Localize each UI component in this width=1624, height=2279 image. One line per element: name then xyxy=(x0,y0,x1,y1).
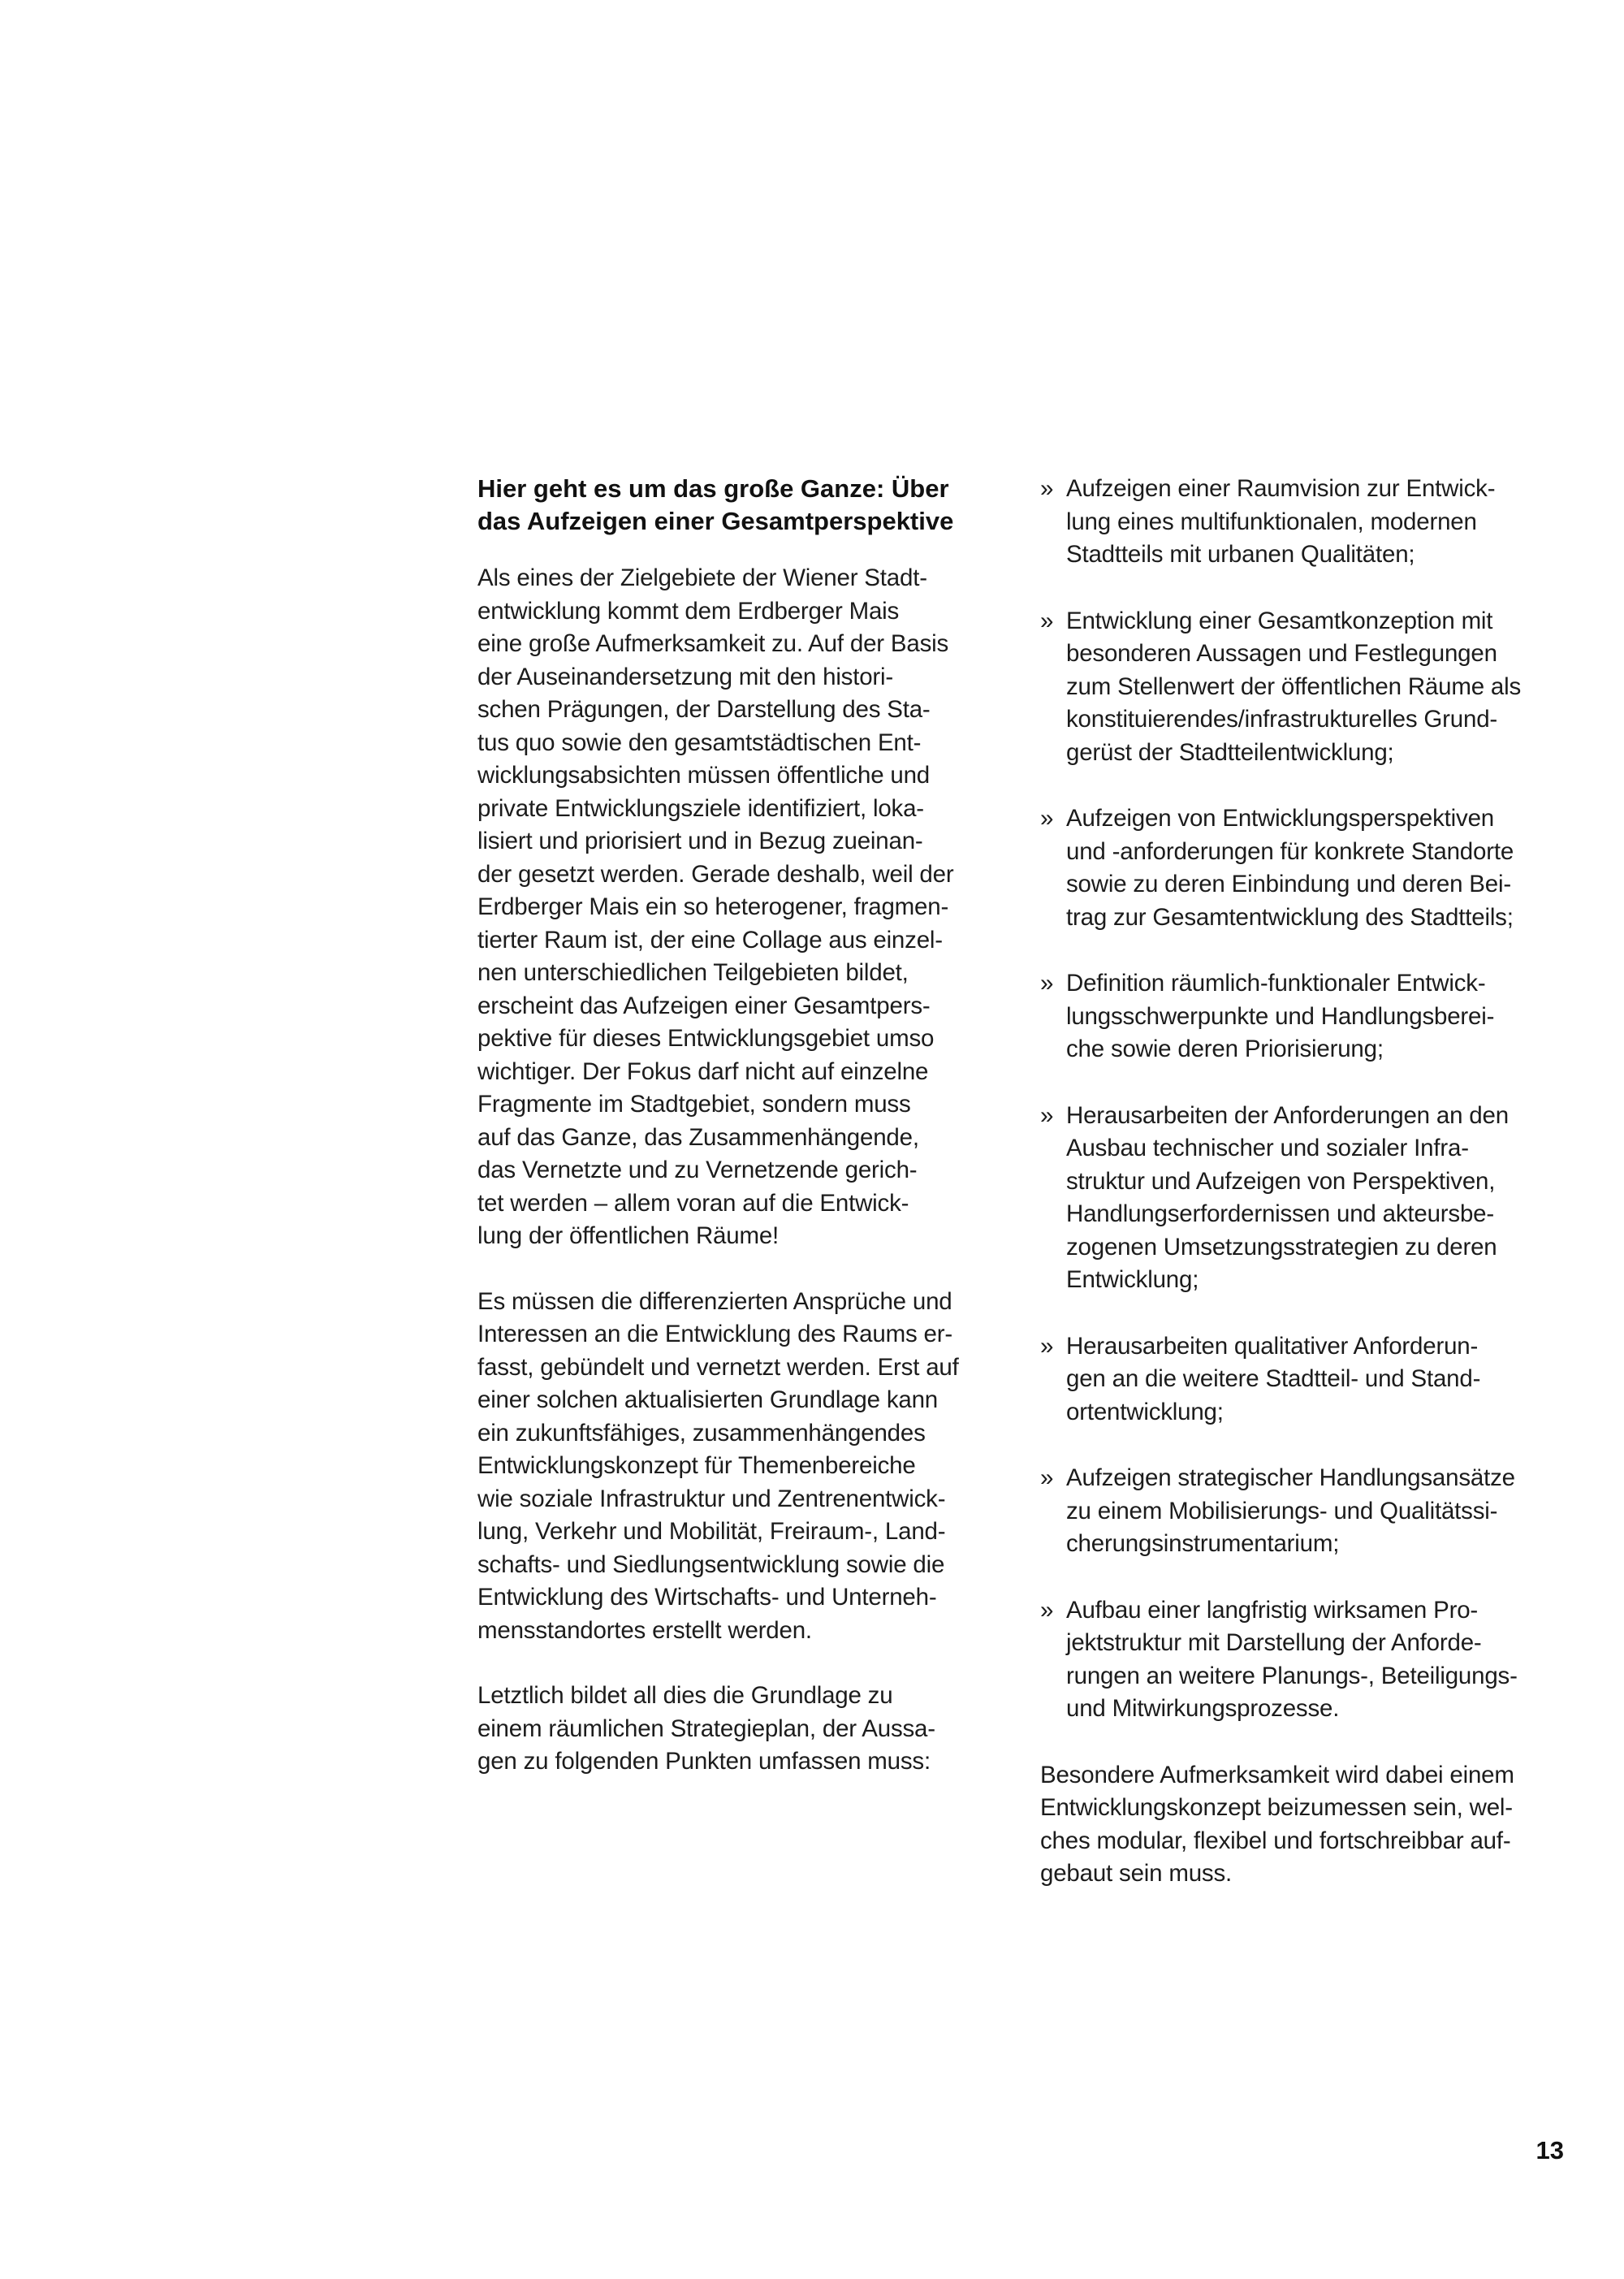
list-item xyxy=(1040,473,1568,572)
strategy-points-list xyxy=(1040,473,1568,1726)
right-column xyxy=(1040,473,1568,1891)
paragraph-strategy-plan: Letztlich bildet all dies die Grundlage zu einem räumlichen Strategieplan, der Aussa- gen zu folgenden Punkten umfassen muss: xyxy=(477,1682,935,1775)
bullet-glyph: » xyxy=(1040,1596,1054,1624)
bullet-glyph: » xyxy=(1040,970,1054,997)
list-item-text: Definition räumlich-funktionaler Entwick- lungsschwerpunkte und Handlungsberei- che sowie deren Priorisierung; xyxy=(1066,970,1495,1062)
list-item-text: Herausarbeiten qualitativer Anforderun- gen an die weitere Stadtteil- und Stand- ortentwicklung; xyxy=(1066,1332,1481,1425)
list-item xyxy=(1040,967,1568,1066)
paragraph-intro: Als eines der Zielgebiete der Wiener Stadt- entwicklung kommt dem Erdberger Mais eine große Aufmerksamkeit zu. Auf der Basis der Auseinandersetzung mit den histori- schen Prägungen, der Darstellung des Sta- tus quo sowie den gesamtstädtischen Ent- wicklungsabsichten müssen öffentliche und private Entwicklungsziele identifiziert, loka- lisiert und priorisiert und in Bezug zueinan- der gesetzt werden. Gerade deshalb, weil der Erdberger Mais ein so heterogener, fragmen- tierter Raum ist, der eine Collage aus einzel- nen unterschiedlichen Teilgebieten bildet, erscheint das Aufzeigen einer Gesamtpers- pektive für dieses Entwicklungsgebiet umso wichtiger. Der Fokus darf nicht auf einzelne Fragmente im Stadtgebiet, sondern muss auf das Ganze, das Zusammenhängende, das Vernetzte und zu Vernetzende gerich- tet werden – allem voran auf die Entwick- lung der öffentlichen Räume! xyxy=(477,564,954,1249)
list-item-text: Aufzeigen von Entwicklungsperspektiven und -anforderungen für konkrete Standorte sowie zu deren Einbindung und deren Bei- trag zur Gesamtentwicklung des Stadtteils; xyxy=(1066,805,1514,931)
bullet-glyph: » xyxy=(1040,475,1054,502)
list-item xyxy=(1040,1462,1568,1561)
closing-paragraph: Besondere Aufmerksamkeit wird dabei einem Entwicklungskonzept beizumessen sein, wel- ches modular, flexibel und fortschreibbar auf- gebaut sein muss. xyxy=(1040,1761,1514,1887)
bullet-glyph: » xyxy=(1040,1464,1054,1491)
list-item xyxy=(1040,1100,1568,1297)
list-item-text: Aufzeigen strategischer Handlungsansätze zu einem Mobilisierungs- und Qualitätssi- cherungsinstrumentarium; xyxy=(1066,1464,1515,1557)
bullet-glyph: » xyxy=(1040,1332,1054,1360)
bullet-glyph: » xyxy=(1040,805,1054,832)
list-item-text: Entwicklung einer Gesamtkonzeption mit besonderen Aussagen und Festlegungen zum Stellenwert der öffentlichen Räume als konstituierendes/infrastrukturelles Grund- gerüst der Stadtteilentwicklung; xyxy=(1066,607,1522,766)
paragraph-requirements: Es müssen die differenzierten Ansprüche und Interessen an die Entwicklung des Raums er- fasst, gebündelt und vernetzt werden. Erst auf einer solchen aktualisierten Grundlage kann ein zukunftsfähiges, zusammenhängendes Entwicklungskonzept für Themenbereiche wie soziale Infrastruktur und Zentrenentwick- lung, Verkehr und Mobilität, Freiraum-, Land- schafts- und Siedlungsentwicklung sowie die Entwicklung des Wirtschafts- und Unterneh- mensstandortes erstellt werden. xyxy=(477,1287,959,1644)
list-item xyxy=(1040,1594,1568,1726)
list-item-text: Aufzeigen einer Raumvision zur Entwick- lung eines multifunktionalen, modernen Stadtteils mit urbanen Qualitäten; xyxy=(1066,475,1496,568)
section-heading: Hier geht es um das große Ganze: Über das Aufzeigen einer Gesamtperspektive xyxy=(477,474,954,535)
left-column xyxy=(477,473,1005,1779)
list-item xyxy=(1040,605,1568,770)
bullet-glyph: » xyxy=(1040,607,1054,634)
list-item xyxy=(1040,802,1568,934)
bullet-glyph: » xyxy=(1040,1101,1054,1129)
list-item-text: Aufbau einer langfristig wirksamen Pro- jektstruktur mit Darstellung der Anforde- rungen an weitere Planungs-, Beteiligungs- und Mitwirkungsprozesse. xyxy=(1066,1596,1518,1722)
list-item xyxy=(1040,1330,1568,1429)
list-item-text: Herausarbeiten der Anforderungen an den Ausbau technischer und sozialer Infra- struktur und Aufzeigen von Perspektiven, Handlungserfordernissen und akteursbe- zogenen Umsetzungsstrategien zu deren Entwicklung; xyxy=(1066,1101,1509,1293)
page-number: 13 xyxy=(1535,2136,1564,2164)
